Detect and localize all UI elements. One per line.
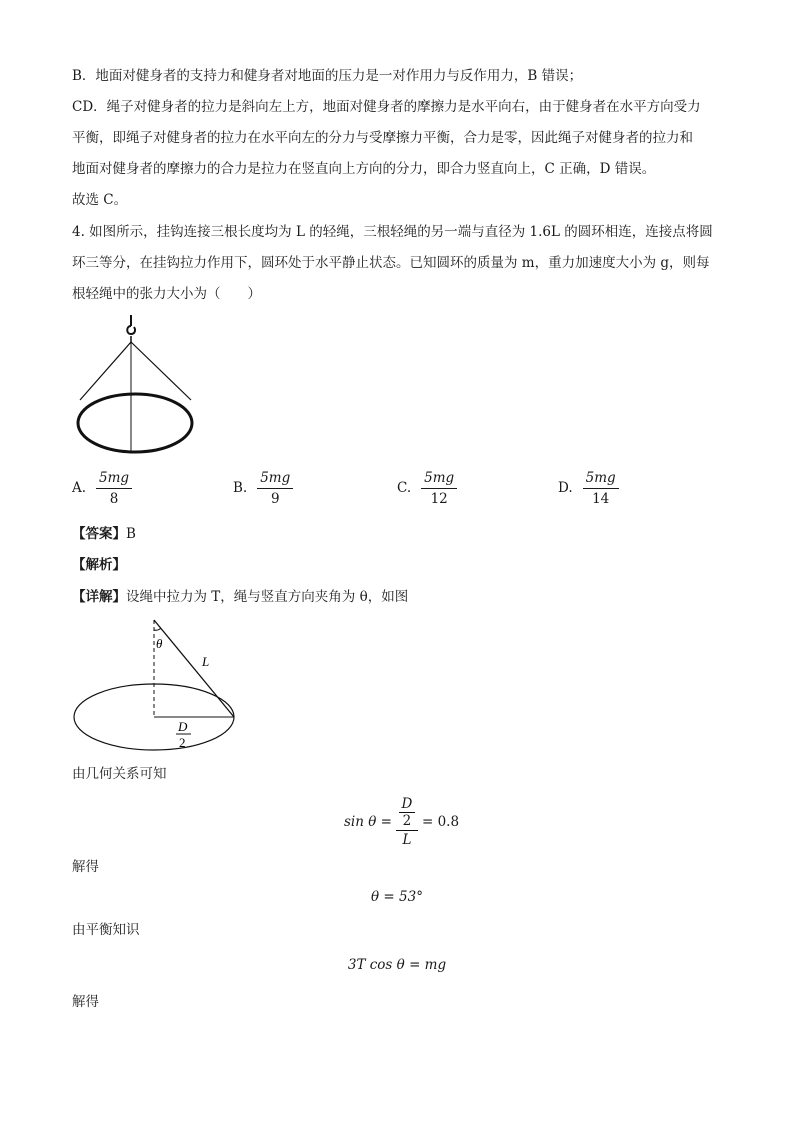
equation-balance: 3T cos θ = mg bbox=[347, 957, 447, 973]
option-b[interactable] bbox=[233, 466, 293, 510]
paragraph-cd-1: CD．绳子对健身者的拉力是斜向左上方，地面对健身者的摩擦力是水平向右，由于健身者在水平方向受力 bbox=[72, 99, 701, 115]
option-a-letter: A. bbox=[72, 480, 87, 496]
equation-sin-left: sin θ = bbox=[344, 814, 392, 830]
question-line-2: 环三等分，在挂钩拉力作用下，圆环处于水平静止状态。已知圆环的质量为 m，重力加速度大小为 g，则每 bbox=[72, 255, 710, 271]
equation-2: 2 bbox=[402, 813, 412, 829]
equation-theta: θ = 53° bbox=[371, 889, 423, 905]
paragraph-choice: 故选 C。 bbox=[72, 192, 128, 208]
option-a-fraction bbox=[96, 470, 132, 507]
question-line-1: 4. 如图所示，挂钩连接三根长度均为 L 的轻绳，三根轻绳的另一端与直径为 1.6L 的圆环相连，连接点将圆 bbox=[72, 224, 713, 240]
option-c[interactable] bbox=[397, 466, 457, 510]
option-d-numerator: 5mg bbox=[585, 469, 616, 486]
detail-label: 【详解】 bbox=[72, 589, 126, 605]
diameter-label: D bbox=[178, 719, 188, 734]
option-a-numerator: 5mg bbox=[99, 469, 130, 486]
answer-line bbox=[72, 524, 136, 544]
option-b-denominator: 9 bbox=[270, 490, 280, 507]
option-d-letter: D. bbox=[558, 480, 573, 496]
question-line-3: 根轻绳中的张力大小为（ ） bbox=[72, 286, 261, 302]
theta-label: θ bbox=[156, 636, 163, 651]
option-a[interactable] bbox=[72, 466, 132, 510]
option-c-letter: C. bbox=[397, 480, 412, 496]
analysis-label: 【解析】 bbox=[72, 557, 126, 573]
detail-line bbox=[72, 587, 408, 607]
length-label: L bbox=[202, 654, 210, 669]
detail-text: 设绳中拉力为 T，绳与竖直方向夹角为 θ，如图 bbox=[126, 589, 409, 605]
paragraph-b: B．地面对健身者的支持力和健身者对地面的压力是一对作用力与反作用力，B 错误； bbox=[72, 68, 583, 84]
step-solve-1: 解得 bbox=[72, 859, 99, 875]
answer-label: 【答案】 bbox=[72, 526, 126, 542]
option-d-fraction bbox=[583, 470, 619, 507]
option-b-numerator: 5mg bbox=[260, 469, 291, 486]
option-a-denominator: 8 bbox=[109, 490, 119, 507]
equation-D: D bbox=[401, 796, 413, 812]
fraction-bar bbox=[396, 830, 418, 831]
paragraph-cd-2: 平衡，即绳子对健身者的拉力在水平向左的分力与受摩擦力平衡，合力是零，因此绳子对健身者的拉力和 bbox=[72, 130, 693, 146]
analysis-line bbox=[72, 555, 126, 575]
equation-L: L bbox=[402, 832, 412, 848]
option-b-letter: B. bbox=[233, 480, 248, 496]
option-d[interactable] bbox=[558, 466, 619, 510]
answer-value: B bbox=[126, 526, 136, 542]
option-c-fraction bbox=[421, 470, 457, 507]
step-solve-2: 解得 bbox=[72, 994, 99, 1010]
equation-sin-fraction bbox=[396, 796, 418, 848]
equation-sin-right: = 0.8 bbox=[421, 814, 460, 830]
step-geometry: 由几何关系可知 bbox=[72, 766, 167, 782]
option-b-fraction bbox=[257, 470, 293, 507]
paragraph-cd-3: 地面对健身者的摩擦力的合力是拉力在竖直向上方向的分力，即合力竖直向上，C 正确，D 错误。 bbox=[72, 161, 656, 177]
option-c-denominator: 12 bbox=[430, 490, 448, 507]
hook-ring-figure bbox=[70, 312, 200, 462]
half-label: 2 bbox=[179, 735, 186, 750]
step-balance: 由平衡知识 bbox=[72, 922, 140, 938]
option-c-numerator: 5mg bbox=[424, 469, 455, 486]
geometry-figure bbox=[70, 614, 240, 754]
option-d-denominator: 14 bbox=[592, 490, 610, 507]
equation-sin bbox=[344, 793, 459, 851]
